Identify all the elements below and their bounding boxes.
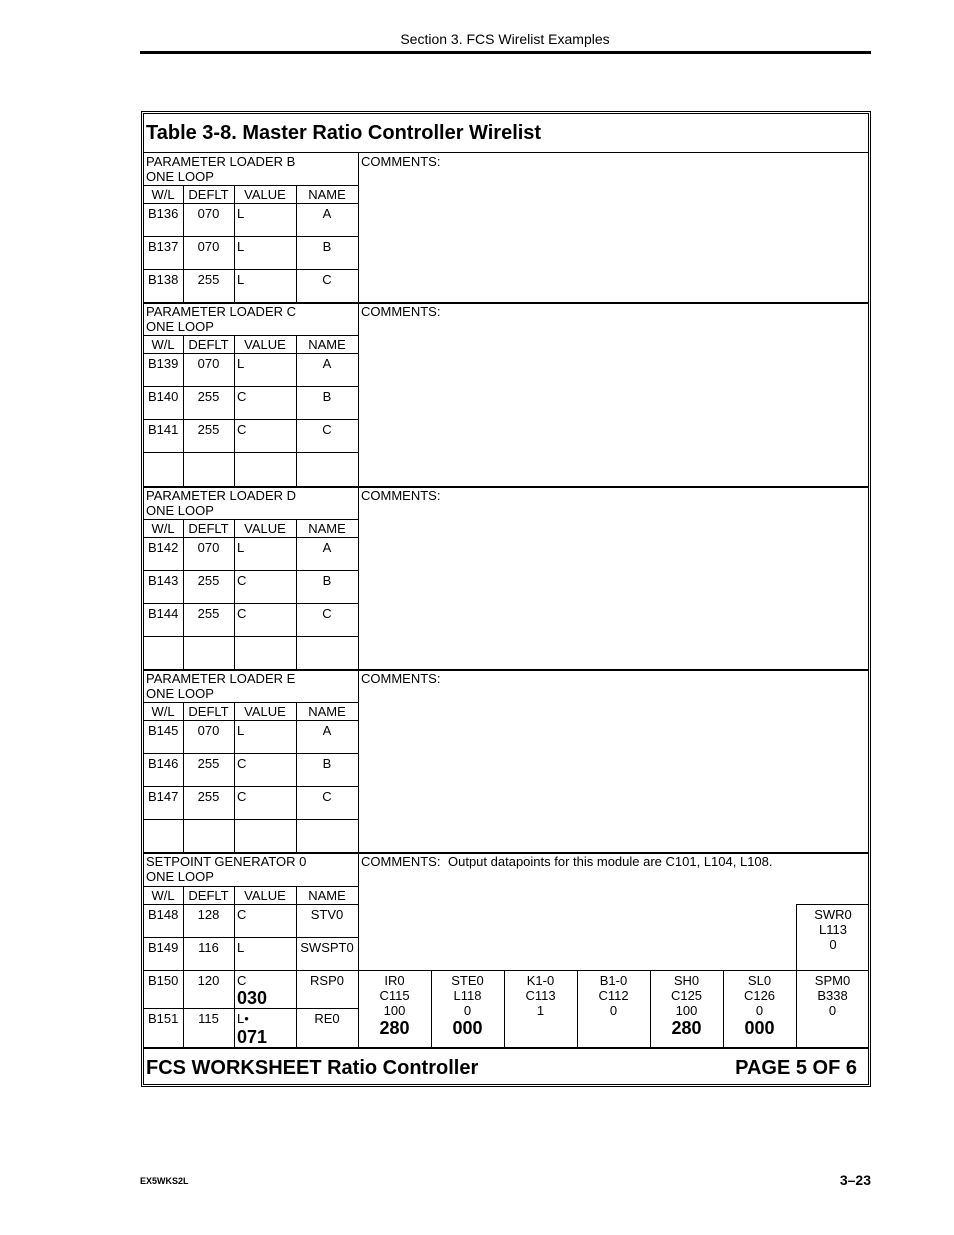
block-subtitle: ONE LOOP xyxy=(146,169,214,184)
wl-cell: B151 xyxy=(148,1011,179,1026)
wl-cell: B143 xyxy=(148,573,179,588)
wl-cell: B147 xyxy=(148,789,179,804)
deflt-cell: 070 xyxy=(197,356,220,371)
value-cell: C xyxy=(237,973,247,988)
name-cell: B xyxy=(322,239,332,254)
value-cell: C xyxy=(237,789,247,804)
value-cell: L xyxy=(237,356,245,371)
column-rule xyxy=(234,702,235,852)
column-header: W/L xyxy=(151,704,175,719)
value-cell: C xyxy=(237,756,247,771)
table-inner-frame xyxy=(143,113,869,1085)
table-row-rule xyxy=(143,386,358,387)
name-cell: A xyxy=(322,723,332,738)
block-subtitle: ONE LOOP xyxy=(146,319,214,334)
deflt-cell: 255 xyxy=(197,756,220,771)
name-cell: RSP0 xyxy=(310,973,344,988)
deflt-cell: 255 xyxy=(197,272,220,287)
bottom-box-value: 280 xyxy=(671,1018,702,1038)
table-row-rule xyxy=(143,603,358,604)
column-header-rule xyxy=(143,519,358,520)
bottom-box-line: C115 xyxy=(379,988,410,1003)
value-cell: C xyxy=(237,606,247,621)
column-header-rule xyxy=(143,702,358,703)
column-header-rule xyxy=(143,185,358,186)
column-header: W/L xyxy=(151,337,175,352)
column-rule xyxy=(183,886,184,1047)
name-cell: C xyxy=(322,789,332,804)
swr-box-rule xyxy=(796,904,869,905)
comments-label: COMMENTS: xyxy=(361,154,441,169)
column-rule xyxy=(296,702,297,852)
deflt-cell: 070 xyxy=(197,723,220,738)
bottom-box-line: C112 xyxy=(598,988,629,1003)
value-cell: L xyxy=(237,940,245,955)
value-cell: C xyxy=(237,422,247,437)
table-title: Table 3-8. Master Ratio Controller Wirelist xyxy=(146,122,542,144)
name-cell: SWSPT0 xyxy=(300,940,354,955)
column-header: VALUE xyxy=(244,187,286,202)
value-cell: L xyxy=(237,540,245,555)
bottom-box-line: 1 xyxy=(536,1003,545,1018)
header-rule xyxy=(140,51,871,54)
table-row-rule xyxy=(143,570,358,571)
column-rule xyxy=(183,335,184,486)
bottom-box-line: SL0 xyxy=(747,973,772,988)
deflt-cell: 255 xyxy=(197,422,220,437)
column-header: VALUE xyxy=(244,521,286,536)
name-cell: C xyxy=(322,272,332,287)
bottom-box-line: SH0 xyxy=(673,973,700,988)
column-rule xyxy=(234,335,235,486)
column-header-rule xyxy=(143,335,358,336)
bottom-box-line: B338 xyxy=(817,988,848,1003)
table-row-rule xyxy=(143,786,358,787)
table-row-rule xyxy=(143,419,358,420)
column-header: W/L xyxy=(151,187,175,202)
block-subtitle: ONE LOOP xyxy=(146,686,214,701)
name-cell: B xyxy=(322,573,332,588)
column-header: DEFLT xyxy=(188,337,229,352)
value-cell: L xyxy=(237,723,245,738)
wl-cell: B141 xyxy=(148,422,179,437)
name-cell: A xyxy=(322,356,332,371)
comments-label: COMMENTS: xyxy=(361,854,441,869)
footer-code: EX5WKS2L xyxy=(140,1176,189,1186)
column-rule xyxy=(296,886,297,1047)
bottom-box-value: 000 xyxy=(452,1018,483,1038)
section-header: Section 3. FCS Wirelist Examples xyxy=(400,31,610,47)
wl-cell: B149 xyxy=(148,940,179,955)
bottom-box-line: C125 xyxy=(670,988,703,1003)
column-header: DEFLT xyxy=(188,704,229,719)
column-rule xyxy=(183,702,184,852)
bottom-box-line: B1-0 xyxy=(599,973,628,988)
wl-cell: B145 xyxy=(148,723,179,738)
column-rule xyxy=(296,519,297,669)
bottom-box-line: SPM0 xyxy=(814,973,851,988)
swr-box-line: SWR0 xyxy=(814,907,852,922)
comment-text: Output datapoints for this module are C101, L104, L108. xyxy=(448,854,773,869)
block-title: PARAMETER LOADER B xyxy=(146,154,296,169)
value-cell: C xyxy=(237,389,247,404)
block-subtitle: ONE LOOP xyxy=(146,503,214,518)
column-rule xyxy=(296,335,297,486)
column-rule xyxy=(296,185,297,302)
comments-label: COMMENTS: xyxy=(361,671,441,686)
deflt-cell: 128 xyxy=(197,907,220,922)
column-header: DEFLT xyxy=(188,521,229,536)
column-header: NAME xyxy=(308,337,346,352)
comments-divider xyxy=(358,152,359,302)
value-cell: L• xyxy=(237,1011,249,1026)
name-cell: RE0 xyxy=(314,1011,340,1026)
name-cell: STV0 xyxy=(310,907,344,922)
column-header: VALUE xyxy=(244,704,286,719)
column-rule xyxy=(183,185,184,302)
bottom-box-line: STE0 xyxy=(451,973,484,988)
comments-divider xyxy=(358,669,359,852)
swr-box-line: 0 xyxy=(829,937,837,952)
bottom-box-line: 0 xyxy=(828,1003,837,1018)
wl-cell: B150 xyxy=(148,973,179,988)
bottom-box-line: IR0 xyxy=(384,973,405,988)
value-cell: L xyxy=(237,272,245,287)
table-row-rule xyxy=(143,937,358,938)
wl-cell: B137 xyxy=(148,239,179,254)
comments-label: COMMENTS: xyxy=(361,304,441,319)
column-rule xyxy=(234,886,235,1047)
table-row-rule xyxy=(143,753,358,754)
name-cell: B xyxy=(322,756,332,771)
bottom-box-line: 0 xyxy=(755,1003,764,1018)
column-rule xyxy=(183,519,184,669)
bottom-box-line: L118 xyxy=(453,988,482,1003)
bottom-box-line: 0 xyxy=(463,1003,472,1018)
bottom-box-line: C126 xyxy=(743,988,776,1003)
wl-cell: B139 xyxy=(148,356,179,371)
column-header: NAME xyxy=(308,888,346,903)
bottom-box-line: C113 xyxy=(525,988,556,1003)
bottom-box-line: 100 xyxy=(383,1003,406,1018)
swr-box-line: L113 xyxy=(819,922,847,937)
table-row-rule xyxy=(143,236,358,237)
column-header: VALUE xyxy=(244,337,286,352)
wl-cell: B140 xyxy=(148,389,179,404)
bottom-boxes-rule xyxy=(358,970,869,971)
deflt-cell: 255 xyxy=(197,606,220,621)
worksheet-title: FCS WORKSHEET Ratio Controller xyxy=(146,1057,479,1079)
deflt-cell: 255 xyxy=(197,389,220,404)
block-title: SETPOINT GENERATOR 0 xyxy=(146,854,307,869)
value-cell: C xyxy=(237,573,247,588)
table-row-rule xyxy=(143,720,358,721)
column-header: NAME xyxy=(308,704,346,719)
bottom-box-line: 0 xyxy=(609,1003,618,1018)
wl-cell: B148 xyxy=(148,907,179,922)
deflt-cell: 070 xyxy=(197,239,220,254)
column-header: W/L xyxy=(151,888,175,903)
title-rule xyxy=(143,152,869,153)
table-row-rule xyxy=(143,203,358,204)
block-title: PARAMETER LOADER D xyxy=(146,488,297,503)
table-row-rule xyxy=(143,537,358,538)
handwritten-b151: 071 xyxy=(237,1027,268,1047)
table-row-rule xyxy=(143,452,358,453)
deflt-cell: 255 xyxy=(197,573,220,588)
table-row-rule xyxy=(143,970,358,971)
table-row-rule xyxy=(143,353,358,354)
value-cell: C xyxy=(237,907,247,922)
column-header: W/L xyxy=(151,521,175,536)
bottom-box-value: 000 xyxy=(744,1018,775,1038)
name-cell: C xyxy=(322,606,332,621)
column-header: DEFLT xyxy=(188,187,229,202)
table-row-rule xyxy=(143,819,358,820)
worksheet-page: PAGE 5 OF 6 xyxy=(735,1057,857,1079)
block-title: PARAMETER LOADER E xyxy=(146,671,296,686)
footer-page-number: 3–23 xyxy=(839,1172,871,1188)
name-cell: A xyxy=(322,206,332,221)
bottom-box-value: 280 xyxy=(379,1018,410,1038)
column-header: NAME xyxy=(308,521,346,536)
table-row-rule xyxy=(143,269,358,270)
deflt-cell: 070 xyxy=(197,540,220,555)
deflt-cell: 255 xyxy=(197,789,220,804)
table-row-rule xyxy=(143,636,358,637)
block-subtitle: ONE LOOP xyxy=(146,869,214,884)
wl-cell: B142 xyxy=(148,540,179,555)
comments-divider xyxy=(358,486,359,669)
block-title: PARAMETER LOADER C xyxy=(146,304,297,319)
column-header-rule xyxy=(143,886,358,887)
name-cell: B xyxy=(322,389,332,404)
wl-cell: B138 xyxy=(148,272,179,287)
deflt-cell: 116 xyxy=(198,940,219,955)
value-cell: L xyxy=(237,206,245,221)
column-header: VALUE xyxy=(244,888,286,903)
comments-divider xyxy=(358,302,359,486)
bottom-box-line: K1-0 xyxy=(526,973,555,988)
column-header: DEFLT xyxy=(188,888,229,903)
column-rule xyxy=(234,185,235,302)
name-cell: A xyxy=(322,540,332,555)
deflt-cell: 115 xyxy=(198,1011,219,1026)
column-rule xyxy=(234,519,235,669)
deflt-cell: 070 xyxy=(197,206,220,221)
table-row-rule xyxy=(143,904,358,905)
wl-cell: B136 xyxy=(148,206,179,221)
name-cell: C xyxy=(322,422,332,437)
wl-cell: B144 xyxy=(148,606,179,621)
wl-cell: B146 xyxy=(148,756,179,771)
value-cell: L xyxy=(237,239,245,254)
deflt-cell: 120 xyxy=(197,973,220,988)
column-header: NAME xyxy=(308,187,346,202)
comments-label: COMMENTS: xyxy=(361,488,441,503)
handwritten-b150: 030 xyxy=(237,988,268,1008)
bottom-box-line: 100 xyxy=(675,1003,698,1018)
